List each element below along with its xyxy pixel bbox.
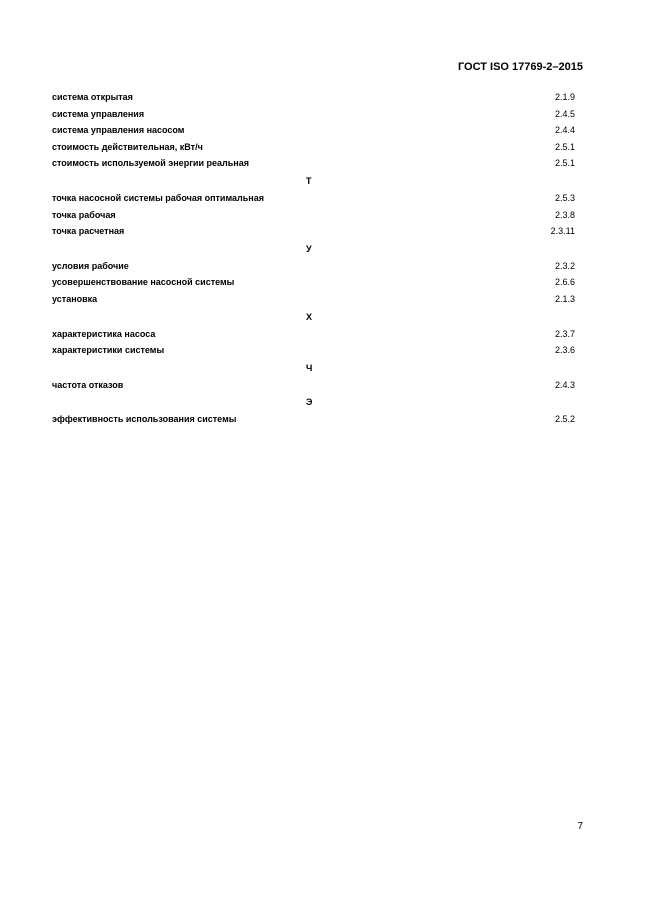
document-header: ГОСТ ISO 17769-2–2015 (457, 61, 583, 73)
index-ref: 2.1.9 (554, 92, 575, 102)
index-entry (52, 291, 575, 308)
index-ref: 2.5.3 (554, 192, 575, 203)
index-entry (52, 274, 575, 291)
index-letter: Ч (306, 362, 313, 373)
index-ref: 2.3.2 (554, 260, 575, 271)
index-letter-heading (52, 172, 575, 190)
index-entry (52, 326, 575, 343)
index-term: эффективность использования системы (52, 414, 237, 425)
index-term: характеристики системы (52, 345, 165, 356)
index-entry (52, 139, 575, 156)
index-term: точка насосной системы рабочая оптимальная (52, 192, 264, 203)
index-entry (52, 377, 575, 394)
index-entry (52, 122, 575, 139)
index-letter: У (306, 243, 312, 254)
index-ref: 2.4.3 (554, 379, 575, 390)
index-entry (52, 106, 575, 123)
index-ref: 2.3.8 (554, 209, 575, 220)
index-letter: Э (306, 397, 313, 408)
index-term: система управления (52, 108, 145, 119)
index-term: система управления насосом (52, 125, 185, 136)
index-term: точка расчетная (52, 226, 125, 237)
index-ref: 2.3.7 (554, 328, 575, 339)
index-entry (52, 411, 575, 428)
index-ref: 2.4.4 (554, 125, 575, 136)
index-entry (52, 258, 575, 275)
index-letter-heading (52, 359, 575, 377)
index-letter: Т (306, 175, 312, 186)
index-term: характеристика насоса (52, 328, 156, 339)
index-letter: Х (306, 311, 313, 322)
page-number: 7 (577, 821, 583, 832)
alphabetical-index (52, 89, 575, 428)
index-letter-heading (52, 240, 575, 258)
index-entry (52, 190, 575, 207)
index-term: усовершенствование насосной системы (52, 277, 235, 288)
index-term: установка (52, 293, 98, 304)
index-ref: 2.4.5 (554, 108, 575, 119)
index-entry (52, 89, 575, 106)
index-ref: 2.3.6 (554, 345, 575, 356)
index-entry (52, 342, 575, 359)
index-ref: 2.1.3 (554, 293, 575, 304)
index-ref: 2.6.6 (554, 277, 575, 288)
index-ref: 2.5.2 (554, 414, 575, 425)
index-term: частота отказов (52, 379, 124, 390)
index-ref: 2.5.1 (554, 141, 575, 152)
index-entry (52, 155, 575, 172)
index-term: стоимость действительная, кВт/ч (52, 141, 203, 152)
index-entry (52, 223, 575, 240)
index-term: система открытая (52, 92, 133, 102)
index-term: стоимость используемой энергии реальная (52, 158, 249, 169)
index-term: условия рабочие (52, 260, 129, 271)
index-entry (52, 207, 575, 224)
index-letter-heading (52, 393, 575, 411)
index-letter-heading (52, 308, 575, 326)
index-ref: 2.5.1 (554, 158, 575, 169)
index-term: точка рабочая (52, 209, 116, 220)
index-ref: 2.3.11 (550, 226, 575, 237)
